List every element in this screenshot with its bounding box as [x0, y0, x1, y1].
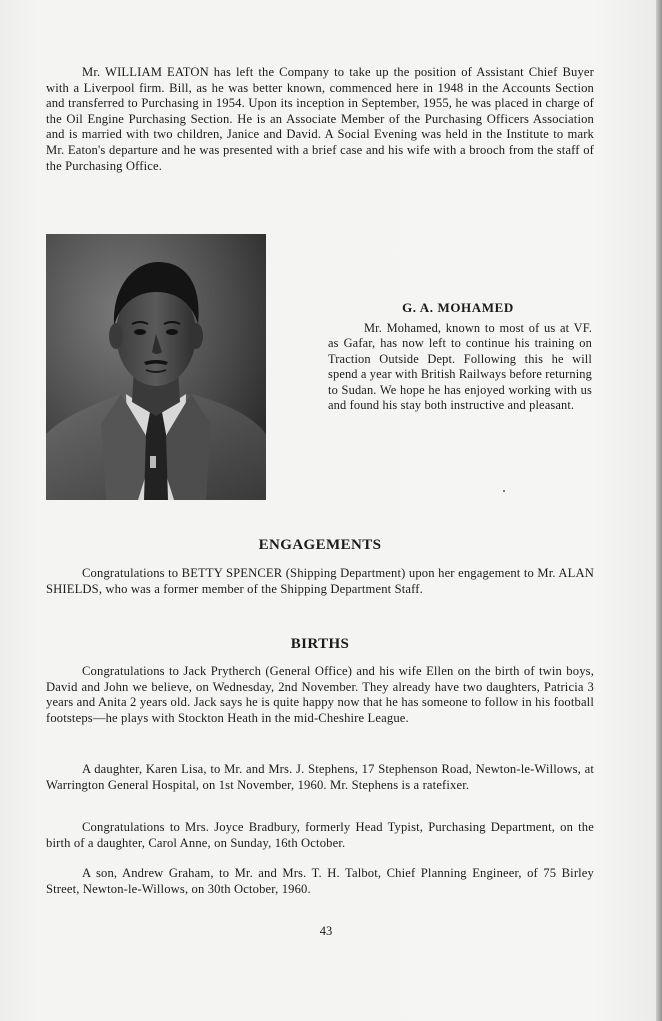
- page-edge-shadow: [656, 0, 662, 1021]
- eaton-paragraph: Mr. WILLIAM EATON has left the Company to take up the position of Assistant Chief Buyer with a Liverpool firm. Bill, as he was better known, commenced here in 1948 in the Accounts Section and transferred to Purchasing in 1954. Upon its inception in September, 1955, he was placed in charge of the Oil Engine Purchasing Section. He is an Associate Member of the Purchasing Officers Association and is married with two children, Janice and David. A Social Evening was held in the Institute to mark Mr. Eaton's departure and he was presented with a brief case and his wife with a brooch from the staff of the Purchasing Office.: [46, 65, 594, 173]
- birth-paragraph-bradbury: Congratulations to Mrs. Joyce Bradbury, formerly Head Typist, Purchasing Department, on the birth of a daughter, Carol Anne, on Sunday, 16th October.: [46, 820, 594, 850]
- births-heading: BIRTHS: [290, 636, 350, 652]
- engagement-paragraph: Congratulations to BETTY SPENCER (Shipping Department) upon her engagement to Mr. ALAN SHIELDS, who was a former member of the Shipping Department Staff.: [46, 566, 594, 596]
- birth-paragraph-stephens: A daughter, Karen Lisa, to Mr. and Mrs. J. Stephens, 17 Stephenson Road, Newton-le-Willows, at Warrington General Hospital, on 1st November, 1960. Mr. Stephens is a ratefixer.: [46, 762, 594, 792]
- engagements-heading: ENGAGEMENTS: [258, 537, 382, 553]
- mohamed-caption-title: G. A. MOHAMED: [402, 300, 514, 315]
- birth-paragraph-talbot: A son, Andrew Graham, to Mr. and Mrs. T. H. Talbot, Chief Planning Engineer, of 75 Birley Street, Newton-le-Willows, on 30th October, 1960.: [46, 866, 594, 896]
- mohamed-paragraph: Mr. Mohamed, known to most of us at VF. as Gafar, has now left to continue his training on Traction Outside Dept. Following this he will spend a year with British Railways before returning to Sudan. We hope he has enjoyed working with us and found his stay both instructive and pleasant.: [328, 321, 592, 413]
- portrait-photo: [46, 234, 266, 500]
- birth-paragraph-prytherch: Congratulations to Jack Prytherch (General Office) and his wife Ellen on the birth of twin boys, David and John we believe, on Wednesday, 2nd November. They already have two daughters, Patricia 3 years and Anita 2 years old. Jack says he is quite happy now that he has someone to follow in his football footsteps—he plays with Stockton Heath in the mid-Cheshire League.: [46, 664, 594, 725]
- print-speck: [503, 490, 505, 492]
- page-number: 43: [319, 924, 333, 938]
